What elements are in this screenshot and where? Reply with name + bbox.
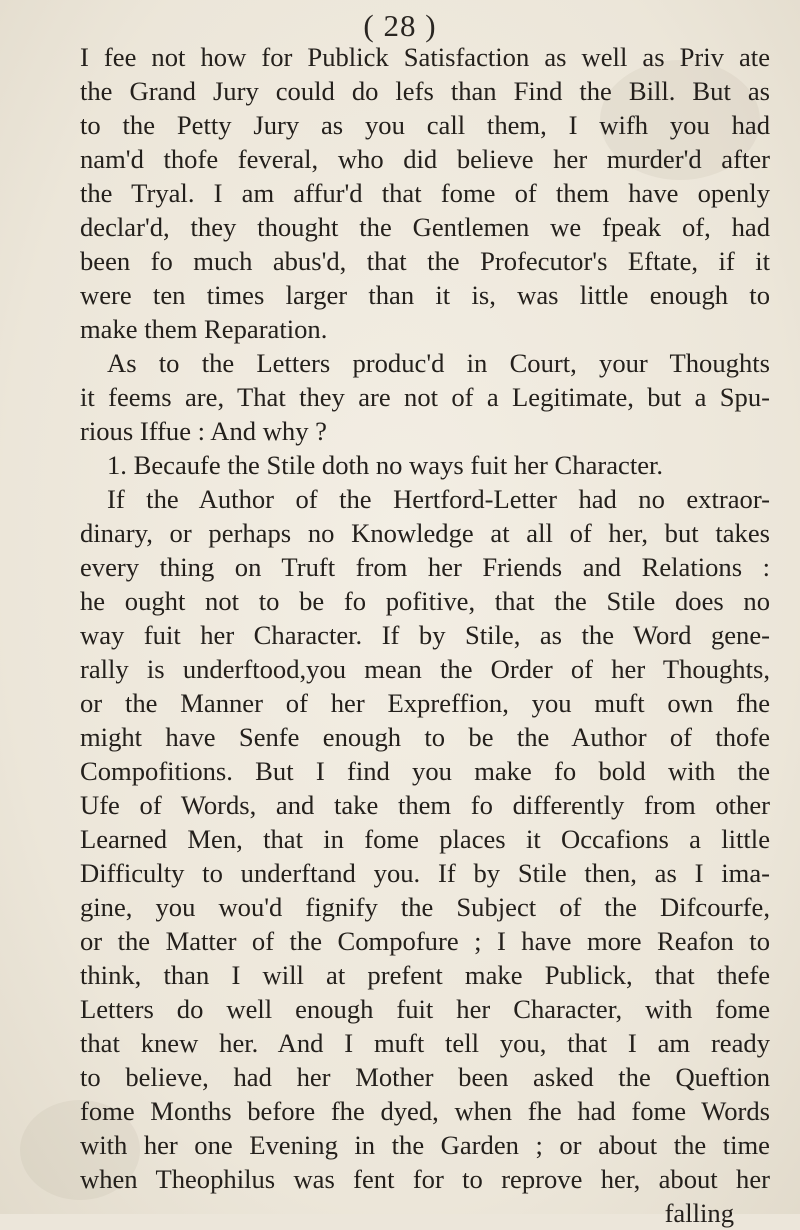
text-line: or the Matter of the Compofure ; I have more Reafon to: [80, 926, 770, 956]
text-line: the Grand Jury could do lefs than Find the Bill. But as: [80, 76, 770, 106]
text-line: Compofitions. But I find you make fo bold with the: [80, 756, 770, 786]
page-text: [80, 40, 770, 1230]
text-line: it feems are, That they are not of a Legitimate, but a Spu-: [80, 382, 770, 412]
catchword: falling: [664, 1198, 734, 1228]
text-line: think, than I will at prefent make Publick, that thefe: [80, 960, 770, 990]
text-line: rious Iffue : And why ?: [80, 416, 327, 446]
text-line: 1. Becaufe the Stile doth no ways fuit her Character.: [107, 450, 664, 480]
text-line: rally is underftood,you mean the Order of her Thoughts,: [80, 654, 770, 684]
text-line: been fo much abus'd, that the Profecutor's Eftate, if it: [80, 246, 770, 276]
text-line: to the Petty Jury as you call them, I wifh you had: [80, 110, 770, 140]
text-line: fome Months before fhe dyed, when fhe had fome Words: [80, 1096, 770, 1126]
text-line: Ufe of Words, and take them fo differently from other: [80, 790, 770, 820]
text-line: declar'd, they thought the Gentlemen we fpeak of, had: [80, 212, 770, 242]
text-line: way fuit her Character. If by Stile, as the Word gene-: [80, 620, 770, 650]
text-line: Difficulty to underftand you. If by Stile then, as I ima-: [80, 858, 770, 888]
text-line: Letters do well enough fuit her Character, with fome: [80, 994, 770, 1024]
text-line: to believe, had her Mother been asked the Queftion: [80, 1062, 770, 1092]
text-line: might have Senfe enough to be the Author of thofe: [80, 722, 770, 752]
text-line: he ought not to be fo pofitive, that the Stile does no: [80, 586, 770, 616]
text-line: the Tryal. I am affur'd that fome of them have openly: [80, 178, 770, 208]
text-line: dinary, or perhaps no Knowledge at all of her, but takes: [80, 518, 770, 548]
text-line: or the Manner of her Expreffion, you muft own fhe: [80, 688, 770, 718]
text-line: make them Reparation.: [80, 314, 328, 344]
text-line: were ten times larger than it is, was little enough to: [80, 280, 770, 310]
text-line: every thing on Truft from her Friends and Relations :: [80, 552, 770, 582]
text-line: when Theophilus was fent for to reprove her, about her: [80, 1164, 770, 1194]
text-line: gine, you wou'd fignify the Subject of the Difcourfe,: [80, 892, 770, 922]
text-line: As to the Letters produc'd in Court, your Thoughts: [107, 348, 770, 378]
text-line: Learned Men, that in fome places it Occafions a little: [80, 824, 770, 854]
page-number: ( 28 ): [363, 8, 437, 43]
text-line: nam'd thofe feveral, who did believe her murder'd after: [80, 144, 770, 174]
text-line: with her one Evening in the Garden ; or about the time: [80, 1130, 770, 1160]
text-line: I fee not how for Publick Satisfaction as well as Priv ate: [80, 42, 770, 72]
text-line: If the Author of the Hertford-Letter had no extraor-: [107, 484, 770, 514]
text-line: that knew her. And I muft tell you, that I am ready: [80, 1028, 770, 1058]
